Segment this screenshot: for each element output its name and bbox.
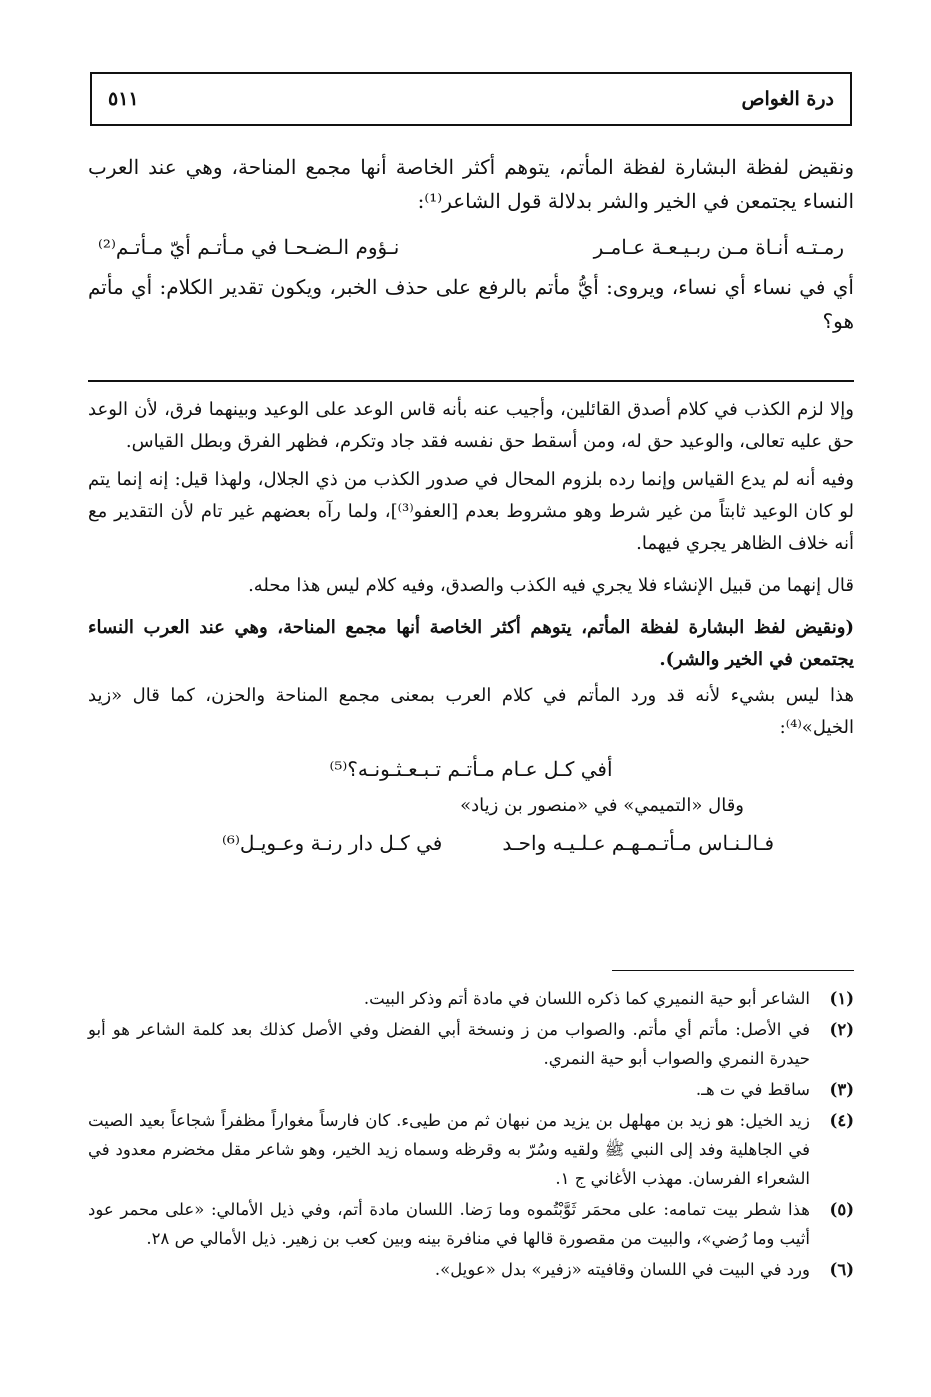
verse-1-first-hemistich: رمـتـه أنـاة مـن ربـيـعـة عـامـر bbox=[593, 235, 844, 259]
footnotes bbox=[88, 984, 854, 1284]
running-title: درة الغواص bbox=[741, 88, 834, 110]
verse-1 bbox=[88, 230, 854, 264]
verse-3-second-hemistich: في كـل دار رنـة وعـويـل⁽⁶⁾ bbox=[221, 831, 443, 855]
page-header bbox=[90, 72, 852, 126]
footnote-6 bbox=[88, 1255, 854, 1284]
footnote-text: زيد الخيل: هو زيد بن مهلهل بن يزيد من نبهان ثم من طيىء. كان فارساً مغواراً مظفراً شجاعاً بعيد الصيت في الجاهلية وفد إلى النبي ﷺ ولقيه وسُرّ به وقرظه وسماه زيد الخير، وهو شاعر مقل مخضرم معدود في الشعراء الفرسان. مهذب الأغاني ج ١. bbox=[88, 1111, 810, 1188]
footnote-text: الشاعر أبو حية النميري كما ذكره اللسان في مادة أتم وذكر البيت. bbox=[363, 989, 810, 1008]
commentary-paragraph-4: هذا ليس بشيء لأنه قد ورد المأتم في كلام العرب بمعنى مجمع المناحة والحزن، كما قال «زيد الخيل»⁽⁴⁾: bbox=[88, 685, 854, 738]
footnote-5 bbox=[88, 1195, 854, 1253]
main-text bbox=[88, 150, 854, 338]
commentary-text bbox=[88, 394, 854, 860]
commentary-paragraph-2: وفيه أنه لم يدع القياس وإنما رده بلزوم المحال في صدور الكذب من ذي الجلال، ولهذا قيل: إنه إنما يتم لو كان الوعيد ثابتاً من غير شرط وهو مشروط بعدم [العفو⁽³⁾]، ولما رآه بعضهم غير تام لأن التقدير مع أنه خلاف الظاهر يجري فيهما. bbox=[88, 469, 854, 554]
section-divider bbox=[88, 380, 854, 382]
verse-1-second-hemistich: نـؤوم الـضـحـا في مـأتـم أيّ مـأتـم⁽²⁾ bbox=[98, 235, 400, 259]
footnote-3 bbox=[88, 1075, 854, 1104]
main-paragraph-1: ونقيض لفظة البشارة لفظة المأتم، يتوهم أكثر الخاصة أنها مجمع المناحة، وهي عند العرب النساء يجتمعن في الخير والشر بدلالة قول الشاعر⁽¹⁾: bbox=[88, 155, 854, 213]
commentary-paragraph-1: وإلا لزم الكذب في كلام أصدق القائلين، وأجيب عنه بأنه قاس الوعد على الوعيد وبينهما فرق، لأن الوعد حق عليه تعالى، والوعيد حق له، ومن أسقط حق نفسه فقد جاد وتكرم، فظهر الفرق وبطل القياس. bbox=[88, 399, 854, 452]
footnote-number: (٢) bbox=[829, 1020, 854, 1039]
footnote-number: (٤) bbox=[829, 1111, 854, 1130]
verse-2: أفي كـل عـام مـأتـم تـبـعـثـونـه؟⁽⁵⁾ bbox=[329, 757, 613, 781]
footnote-number: (٦) bbox=[829, 1260, 854, 1279]
verse-3-first-hemistich: فـالـنـاس مـأتـمـهـم عـلـيـه واحـد bbox=[502, 831, 774, 855]
main-paragraph-2: أي في نساء أي نساء، ويروى: أيُّ مأتم بالرفع على حذف الخبر، ويكون تقدير الكلام: أي مأتم هو؟ bbox=[88, 275, 854, 333]
footnote-number: (١) bbox=[829, 989, 854, 1008]
quoted-text: (ونقيض لفظ البشارة لفظة المأتم، يتوهم أكثر الخاصة أنها مجمع المناحة، وهي عند العرب النساء يجتمعن في الخير والشر). bbox=[88, 617, 854, 670]
footnote-text: ساقط في ت هـ. bbox=[695, 1080, 810, 1099]
footnote-1 bbox=[88, 984, 854, 1013]
footnote-text: في الأصل: مأتم أي مأتم. والصواب من ز ونسخة أبي الفضل وفي الأصل كذلك بعد كلمة الشاعر هو أبو حيدرة النمري والصواب أبو حية النمري. bbox=[88, 1020, 810, 1068]
commentary-paragraph-3: قال إنهما من قبيل الإنشاء فلا يجري فيه الكذب والصدق، وفيه كلام ليس هذا محله. bbox=[248, 575, 854, 596]
footnote-text: هذا شطر بيت تمامه: على محمَر ثَوَّبْتُموه وما رَضا. اللسان مادة أتم، وفي ذيل الأمالي: «على محمر عود أثيب وما رُضي»، والبيت من مقصورة قالها في منافرة بينه وبين كعب بن زهير. ذيل الأمالي ص ٢٨. bbox=[88, 1200, 810, 1248]
footnote-number: (٥) bbox=[829, 1200, 854, 1219]
footnote-4 bbox=[88, 1106, 854, 1193]
footnote-text: ورد في البيت في اللسان وقافيته «زفير» بدل «عويل». bbox=[434, 1260, 810, 1279]
verse-3 bbox=[88, 826, 854, 860]
footnote-number: (٣) bbox=[829, 1080, 854, 1099]
footnote-2 bbox=[88, 1015, 854, 1073]
footnote-separator bbox=[612, 970, 854, 971]
commentary-paragraph-5: وقال «التميمي» في «منصور بن زياد» bbox=[460, 795, 744, 816]
page-number: ٥١١ bbox=[108, 88, 139, 110]
